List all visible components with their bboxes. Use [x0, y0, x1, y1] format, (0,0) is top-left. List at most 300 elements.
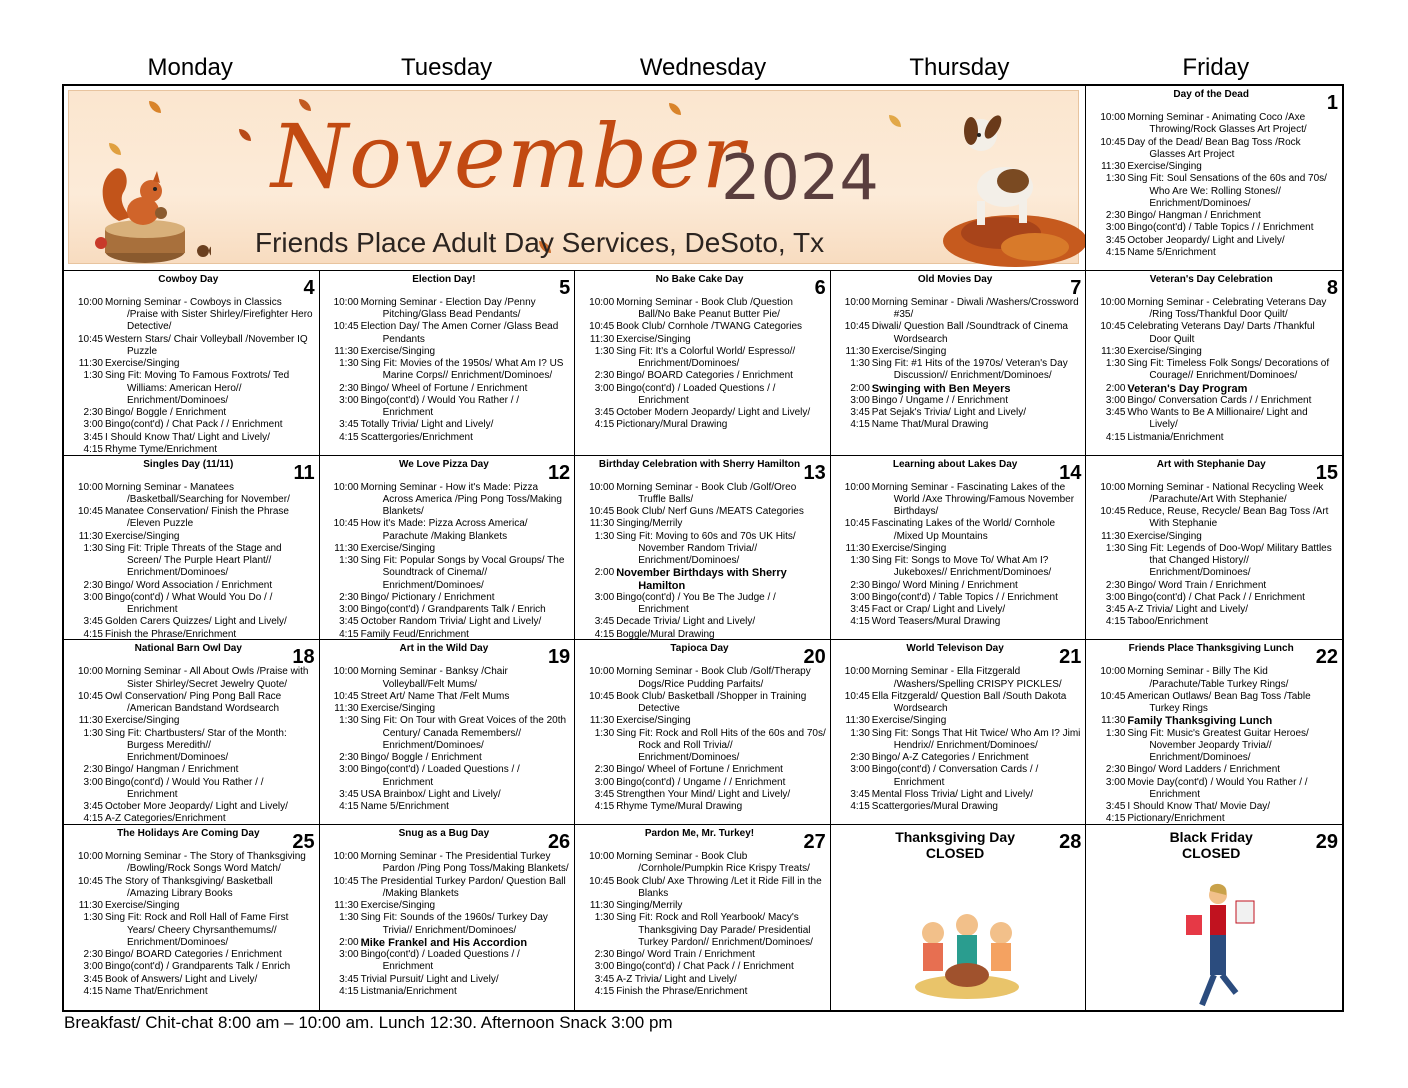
- event-time: 10:00: [77, 296, 103, 308]
- event-item: [328, 297, 571, 322]
- event-description: Taboo/Enrichment: [1127, 616, 1208, 628]
- event-description: Reduce, Reuse, Recycle/ Bean Bag Toss /Art With Stephanie: [1127, 506, 1329, 530]
- event-item: [583, 715, 826, 727]
- event-description: Bingo(cont'd) / Loaded Questions / / Enrichment: [360, 764, 520, 788]
- event-description: Morning Seminar - Billy The Kid /Parachute/Table Turkey Rings/: [1127, 666, 1289, 690]
- event-description: Morning Seminar - How it's Made: Pizza Across America /Ping Pong Toss/Making Blankets/: [360, 481, 562, 518]
- day-cell: [575, 640, 831, 825]
- event-time: 4:15: [339, 431, 359, 443]
- event-description: Bingo/ BOARD Categories / Enrichment: [616, 370, 793, 382]
- event-time: 3:45: [339, 973, 359, 985]
- event-time: 10:45: [844, 518, 870, 530]
- event-item: [1094, 543, 1338, 580]
- event-description: Name 5/Enrichment: [360, 801, 449, 813]
- banner-month: November: [271, 105, 745, 208]
- event-time: 3:00: [339, 394, 359, 406]
- event-time: 11:30: [845, 542, 870, 554]
- event-description: Totally Trivia/ Light and Lively/: [360, 419, 494, 431]
- day-number: 26: [547, 831, 571, 854]
- event-time: 10:45: [77, 690, 103, 702]
- event-item: [1094, 112, 1338, 137]
- event-item: [839, 789, 1082, 801]
- event-description: Sing Fit: Rock and Roll Hits of the 60s and 70s/ Rock and Roll Trivia// Enrichment/Dominoes/: [616, 727, 826, 764]
- day-cell: [1086, 456, 1342, 641]
- event-time: 3:00: [339, 764, 359, 776]
- event-time: 10:45: [589, 321, 615, 333]
- event-time: 11:30: [589, 518, 615, 530]
- event-description: Trivial Pursuit/ Light and Lively/: [360, 973, 499, 985]
- event-time: 10:00: [77, 851, 103, 863]
- event-item: [839, 383, 1082, 395]
- dog-in-leaves-icon: [935, 111, 1085, 267]
- event-item: [72, 358, 315, 370]
- event-description: Bingo/ Boggle / Enrichment: [105, 407, 227, 419]
- event-item: [839, 580, 1082, 592]
- event-item: [72, 432, 315, 444]
- event-item: [839, 419, 1082, 431]
- event-description: Book Club/ Axe Throwing /Let it Ride Fill in the Blanks: [616, 875, 822, 899]
- event-time: 11:30: [589, 715, 615, 727]
- event-time: 10:00: [589, 296, 615, 308]
- event-item: [328, 691, 571, 703]
- event-time: 11:30: [78, 715, 103, 727]
- event-item: [1094, 222, 1338, 234]
- event-list: [583, 851, 826, 998]
- event-time: 11:30: [78, 530, 103, 542]
- event-item: [328, 949, 571, 974]
- day-cell: [320, 271, 576, 456]
- event-time: 3:00: [1105, 776, 1126, 788]
- day-number: 5: [559, 276, 571, 299]
- event-description: Sing Fit: Rock and Roll Yearbook/ Macy's Thanksgiving Day Parade/ Presidential Turkey Pardon// Enrichment/Dominoes/: [616, 912, 813, 948]
- event-description: November Birthdays with Sherry Hamilton: [616, 567, 787, 592]
- event-time: 4:15: [339, 801, 359, 813]
- event-time: 10:45: [1100, 136, 1126, 148]
- event-item: [583, 974, 826, 986]
- event-list: [583, 666, 826, 813]
- event-time: 10:45: [844, 321, 870, 333]
- squirrel-icon: [91, 151, 211, 267]
- event-item: [1094, 531, 1338, 543]
- event-item: [328, 900, 571, 912]
- event-description: Sing Fit: Timeless Folk Songs/ Decorations of Courage// Enrichment/Dominoes/: [1127, 358, 1330, 382]
- day-cell: [320, 825, 576, 1010]
- event-description: Manatee Conservation/ Finish the Phrase /Eleven Puzzle: [105, 506, 289, 530]
- event-time: 11:30: [1101, 715, 1126, 727]
- event-time: 11:30: [589, 900, 615, 912]
- event-description: Morning Seminar - Diwali /Washers/Crossword #35/: [871, 296, 1079, 321]
- weekday-label: Monday: [147, 54, 233, 81]
- event-description: American Outlaws/ Bean Bag Toss /Table Turkey Rings: [1127, 690, 1311, 715]
- event-description: Morning Seminar - Book Club /Cornhole/Pumpkin Rice Krispy Treats/: [616, 851, 810, 875]
- event-description: Scattergories/Mural Drawing: [871, 801, 998, 813]
- event-item: [328, 986, 571, 998]
- event-item: [72, 728, 315, 765]
- event-item: [583, 789, 826, 801]
- event-item: [1094, 358, 1338, 383]
- event-time: 3:00: [1105, 394, 1126, 406]
- event-description: Bingo(cont'd) / Chat Pack / / Enrichment: [1127, 591, 1305, 603]
- event-list: [328, 482, 571, 641]
- event-time: 2:30: [850, 752, 870, 764]
- event-description: Fact or Crap/ Light and Lively/: [871, 604, 1006, 616]
- day-theme-title: World Televison Day: [906, 643, 1004, 655]
- event-description: Bingo/ A-Z Categories / Enrichment: [871, 752, 1029, 764]
- event-time: 10:00: [589, 666, 615, 678]
- event-list: [1094, 112, 1338, 259]
- event-time: 1:30: [339, 555, 359, 567]
- event-item: [72, 592, 315, 617]
- event-item: [583, 851, 826, 876]
- event-item: [1094, 432, 1338, 444]
- event-description: Exercise/Singing: [105, 530, 180, 542]
- event-description: Exercise/Singing: [360, 542, 436, 554]
- event-description: Sing Fit: Moving to 60s and 70s UK Hits/ November Random Trivia// Enrichment/Dominoes/: [616, 530, 796, 567]
- event-description: Bingo/ Conversation Cards / / Enrichment: [1127, 394, 1312, 406]
- event-time: 2:30: [594, 764, 615, 776]
- event-time: 10:45: [77, 875, 103, 887]
- event-item: [72, 616, 315, 628]
- event-description: Exercise/Singing: [1127, 530, 1202, 542]
- event-item: [328, 912, 571, 937]
- event-item: [328, 629, 571, 641]
- event-description: Bingo(cont'd) / Would You Rather / / Enrichment: [105, 776, 264, 800]
- event-description: Book Club/ Cornhole /TWANG Categories: [616, 321, 803, 333]
- event-time: 1:30: [83, 542, 103, 554]
- event-description: Sing Fit: It's a Colorful World/ Espresso// Enrichment/Dominoes/: [616, 345, 796, 370]
- event-time: 10:00: [844, 296, 870, 308]
- event-item: [1094, 161, 1338, 173]
- event-description: Bingo/ BOARD Categories / Enrichment: [105, 949, 282, 961]
- event-item: [72, 715, 315, 727]
- event-description: Sing Fit: Legends of Doo-Wop/ Military Battles that Changed History// Enrichment/Dominoes/: [1127, 542, 1332, 579]
- event-item: [1094, 383, 1338, 395]
- event-description: Western Stars/ Chair Volleyball /November IQ Puzzle: [105, 333, 308, 357]
- event-description: Family Feud/Enrichment: [360, 628, 469, 640]
- event-time: 4:15: [83, 985, 103, 997]
- event-description: Bingo(cont'd) / Table Topics / / Enrichment: [1127, 222, 1314, 234]
- event-item: [583, 691, 826, 716]
- event-time: 10:45: [589, 690, 615, 702]
- event-time: 1:30: [594, 912, 615, 924]
- day-number: 27: [803, 831, 826, 854]
- event-description: Sing Fit: Movies of the 1950s/ What Am I? US Marine Corps// Enrichment/Dominoes/: [360, 358, 564, 382]
- event-item: [839, 321, 1082, 346]
- event-description: Scattergories/Enrichment: [360, 431, 473, 443]
- event-description: Morning Seminar - Election Day /Penny Pitching/Glass Bead Pendants/: [360, 296, 536, 321]
- event-time: 2:30: [594, 949, 615, 961]
- day-cell: [1086, 271, 1342, 456]
- event-item: [583, 876, 826, 901]
- event-item: [583, 912, 826, 949]
- event-time: 10:00: [1100, 296, 1126, 308]
- event-item: [1094, 210, 1338, 222]
- event-time: 3:00: [83, 776, 103, 788]
- event-item: [328, 358, 571, 383]
- event-item: [1094, 764, 1338, 776]
- event-item: [1094, 235, 1338, 247]
- event-time: 1:30: [1105, 173, 1126, 185]
- event-description: Veteran's Day Program: [1127, 382, 1248, 395]
- event-time: 11:30: [845, 715, 870, 727]
- day-theme-title: Pardon Me, Mr. Turkey!: [644, 828, 755, 840]
- event-list: [72, 297, 315, 456]
- day-theme-title: Day of the Dead: [1173, 89, 1249, 100]
- event-description: Bingo(cont'd) / Table Topics / / Enrichment: [871, 591, 1058, 603]
- event-time: 4:15: [339, 628, 359, 640]
- event-time: 10:00: [589, 851, 615, 863]
- calendar-grid: [62, 84, 1344, 1012]
- event-description: I Should Know That/ Light and Lively/: [105, 431, 270, 443]
- day-theme-title: Birthday Celebration with Sherry Hamilton: [598, 458, 801, 470]
- event-item: [583, 777, 826, 789]
- event-item: [328, 482, 571, 519]
- event-item: [328, 604, 571, 616]
- event-item: [583, 949, 826, 961]
- day-number: 29: [1315, 831, 1338, 854]
- event-time: 2:30: [83, 407, 103, 419]
- event-item: [328, 703, 571, 715]
- leaf-icon: [149, 101, 161, 113]
- weekday-label: Thursday: [909, 54, 1010, 81]
- event-item: [583, 518, 826, 530]
- event-time: 4:15: [850, 616, 870, 628]
- event-description: Morning Seminar - Cowboys in Classics /Praise with Sister Shirley/Firefighter Hero Detective/: [105, 296, 313, 333]
- event-item: [72, 777, 315, 802]
- event-item: [1094, 777, 1338, 802]
- event-time: 3:00: [1105, 222, 1126, 234]
- event-item: [583, 567, 826, 592]
- event-time: 10:00: [1100, 112, 1126, 123]
- event-description: Morning Seminar - Book Club /Question Ball/No Bake Peanut Butter Pie/: [616, 296, 793, 321]
- event-item: [1094, 321, 1338, 346]
- banner-subtitle: Friends Place Adult Day Services, DeSoto, Tx: [255, 227, 825, 258]
- day-number: 18: [292, 646, 315, 669]
- day-cell: [1086, 640, 1342, 825]
- event-item: [328, 383, 571, 395]
- event-time: 3:45: [850, 788, 870, 800]
- event-time: 4:15: [83, 813, 103, 825]
- event-item: [72, 370, 315, 407]
- event-time: 3:45: [83, 973, 103, 985]
- event-description: How it's Made: Pizza Across America/ Parachute /Making Blankets: [360, 518, 528, 542]
- event-description: October Modern Jeopardy/ Light and Lively/: [616, 407, 811, 419]
- event-description: Bingo/ Wheel of Fortune / Enrichment: [360, 382, 528, 394]
- event-time: 3:45: [1105, 801, 1126, 813]
- event-item: [839, 801, 1082, 813]
- day-number: 20: [803, 646, 826, 669]
- day-theme-title: Cowboy Day: [158, 273, 219, 285]
- event-time: 1:30: [1105, 542, 1126, 554]
- event-time: 10:00: [333, 296, 359, 308]
- event-time: 10:00: [77, 666, 103, 678]
- event-description: Morning Seminar - The Story of Thanksgiving /Bowling/Rock Songs Word Match/: [105, 851, 306, 875]
- event-item: [72, 419, 315, 431]
- event-description: Morning Seminar - Ella Fitzgerald /Washers/Spelling CRISPY PICKLES/: [871, 666, 1062, 690]
- event-description: Decade Trivia/ Light and Lively/: [616, 616, 756, 628]
- day-number: 13: [803, 461, 826, 484]
- event-item: [1094, 813, 1338, 825]
- day-theme-title: Art with Stephanie Day: [1156, 458, 1266, 470]
- event-time: 11:30: [334, 900, 359, 912]
- event-description: Bingo(cont'd) / Chat Pack / / Enrichment: [616, 961, 794, 973]
- event-list: [328, 851, 571, 998]
- event-time: 1:30: [339, 912, 359, 924]
- event-item: [839, 691, 1082, 716]
- event-item: [72, 813, 315, 825]
- event-time: 10:00: [1100, 666, 1126, 678]
- event-time: 4:15: [83, 443, 103, 455]
- event-item: [839, 666, 1082, 691]
- event-description: Sing Fit: On Tour with Great Voices of the 20th Century/ Canada Remembers// Enrichment/Dominoes/: [360, 715, 567, 751]
- event-time: 3:45: [339, 419, 359, 431]
- event-item: [1094, 616, 1338, 628]
- event-list: [839, 297, 1082, 432]
- event-description: Exercise/Singing: [105, 715, 180, 727]
- event-time: 1:30: [1105, 358, 1126, 370]
- event-description: The Presidential Turkey Pardon/ Question Ball /Making Blankets: [360, 875, 566, 899]
- event-time: 3:45: [594, 407, 615, 419]
- event-description: Bingo/ Pictionary / Enrichment: [360, 591, 495, 603]
- day-cell: [64, 456, 320, 641]
- event-item: [72, 764, 315, 776]
- event-time: 1:30: [83, 912, 103, 924]
- event-description: Who Wants to Be A Millionaire/ Light and Lively/: [1127, 407, 1308, 431]
- event-time: 3:45: [594, 616, 615, 628]
- event-time: 2:30: [594, 370, 615, 382]
- event-time: 2:30: [83, 764, 103, 776]
- event-time: 3:45: [850, 604, 870, 616]
- event-item: [839, 407, 1082, 419]
- event-time: 10:45: [1100, 321, 1126, 333]
- event-description: Fascinating Lakes of the World/ Cornhole /Mixed Up Mountains: [871, 518, 1056, 542]
- event-time: 4:15: [1105, 431, 1126, 443]
- day-theme-title: No Bake Cake Day: [655, 273, 744, 285]
- event-list: [328, 666, 571, 813]
- event-description: Exercise/Singing: [1127, 161, 1202, 172]
- event-time: 3:00: [339, 949, 359, 961]
- event-description: Exercise/Singing: [616, 715, 691, 727]
- event-description: Bingo(cont'd) / Grandparents Talk / Enrich: [105, 961, 291, 973]
- event-time: 1:30: [850, 555, 870, 567]
- day-number: 7: [1070, 276, 1082, 299]
- event-list: [72, 482, 315, 641]
- event-item: [583, 383, 826, 408]
- event-time: 1:30: [1105, 727, 1126, 739]
- event-item: [72, 666, 315, 691]
- day-theme-title: Singles Day (11/11): [143, 458, 234, 470]
- event-item: [583, 506, 826, 518]
- event-description: USA Brainbox/ Light and Lively/: [360, 788, 501, 800]
- event-item: [328, 555, 571, 592]
- event-time: 3:00: [850, 591, 870, 603]
- event-description: Sing Fit: Sounds of the 1960s/ Turkey Day Trivia// Enrichment/Dominoes/: [360, 912, 548, 936]
- event-item: [583, 666, 826, 691]
- leaf-icon: [239, 129, 251, 141]
- event-time: 10:45: [333, 875, 359, 887]
- event-time: 2:30: [1105, 210, 1126, 221]
- event-time: 10:00: [844, 481, 870, 493]
- event-description: A-Z Categories/Enrichment: [105, 813, 226, 825]
- event-time: 4:15: [339, 985, 359, 997]
- event-item: [328, 937, 571, 949]
- event-description: Bingo/ Word Mining / Enrichment: [871, 579, 1018, 591]
- event-time: 3:45: [850, 407, 870, 419]
- event-time: 4:15: [594, 801, 615, 813]
- event-time: 10:45: [77, 333, 103, 345]
- event-time: 3:00: [83, 419, 103, 431]
- event-description: Rhyme Tyme/Enrichment: [105, 443, 218, 455]
- event-item: [1094, 297, 1338, 322]
- day-theme-title: Thanksgiving Day: [895, 829, 1015, 846]
- event-time: 1:30: [83, 727, 103, 739]
- event-item: [1094, 801, 1338, 813]
- event-time: 3:45: [1105, 234, 1126, 246]
- day-number: 12: [547, 461, 571, 484]
- event-description: Movie Day(cont'd) / Would You Rather / / Enrichment: [1127, 776, 1308, 800]
- event-item: [72, 961, 315, 973]
- banner-year: 2024: [721, 141, 879, 214]
- day-cell: [575, 825, 831, 1010]
- event-description: Sing Fit: Moving To Famous Foxtrots/ Ted Williams: American Hero// Enrichment/Dominoes/: [105, 370, 290, 406]
- event-description: Morning Seminar - Celebrating Veterans Day /Ring Toss/Thankful Door Quilt/: [1127, 296, 1327, 321]
- event-item: [839, 592, 1082, 604]
- event-description: Exercise/Singing: [871, 345, 947, 357]
- event-time: 2:30: [1105, 764, 1126, 776]
- event-item: [839, 395, 1082, 407]
- event-time: 4:15: [594, 419, 615, 431]
- day-theme-title: Tapioca Day: [670, 643, 729, 655]
- event-time: 1:30: [594, 727, 615, 739]
- event-description: Bingo/ Word Association / Enrichment: [105, 579, 273, 591]
- event-item: [583, 900, 826, 912]
- event-description: Name That/Enrichment: [105, 985, 208, 997]
- event-item: [1094, 691, 1338, 716]
- event-time: 2:00: [850, 382, 870, 394]
- day-number: 14: [1059, 461, 1082, 484]
- event-description: Exercise/Singing: [1127, 345, 1202, 357]
- day-cell: [1086, 825, 1342, 1010]
- event-item: [583, 334, 826, 346]
- day-number: 21: [1059, 646, 1082, 669]
- event-description: Rhyme Tyme/Mural Drawing: [616, 801, 743, 813]
- event-description: Morning Seminar - National Recycling Week /Parachute/Art With Stephanie/: [1127, 481, 1324, 505]
- day-theme-title: Learning about Lakes Day: [892, 458, 1018, 470]
- day-cell: [575, 271, 831, 456]
- event-description: Diwali/ Question Ball /Soundtrack of Cinema Wordsearch: [871, 321, 1068, 345]
- day-theme-title: Friends Place Thanksgiving Lunch: [1128, 643, 1294, 655]
- day-theme-title: We Love Pizza Day: [398, 458, 489, 470]
- day-number: 19: [547, 646, 571, 669]
- event-time: 3:00: [83, 591, 103, 603]
- event-description: Bingo(cont'd) / Chat Pack / / Enrichment: [105, 419, 283, 431]
- event-description: Bingo/ Word Ladders / Enrichment: [1127, 764, 1281, 776]
- event-item: [72, 912, 315, 949]
- event-time: 1:30: [339, 358, 359, 370]
- event-description: Pictionary/Enrichment: [1127, 813, 1225, 825]
- event-description: Owl Conservation/ Ping Pong Ball Race /American Bandstand Wordsearch: [105, 690, 282, 715]
- event-time: 4:15: [594, 628, 615, 640]
- event-time: 10:45: [333, 321, 359, 333]
- event-description: Sing Fit: Songs That Hit Twice/ Who Am I? Jimi Hendrix// Enrichment/Dominoes/: [871, 727, 1081, 751]
- event-item: [583, 728, 826, 765]
- event-item: [839, 604, 1082, 616]
- event-item: [839, 728, 1082, 753]
- event-description: Bingo(cont'd) / Loaded Questions / / Enrichment: [360, 949, 520, 973]
- event-item: [583, 986, 826, 998]
- event-item: [328, 851, 571, 876]
- event-item: [839, 752, 1082, 764]
